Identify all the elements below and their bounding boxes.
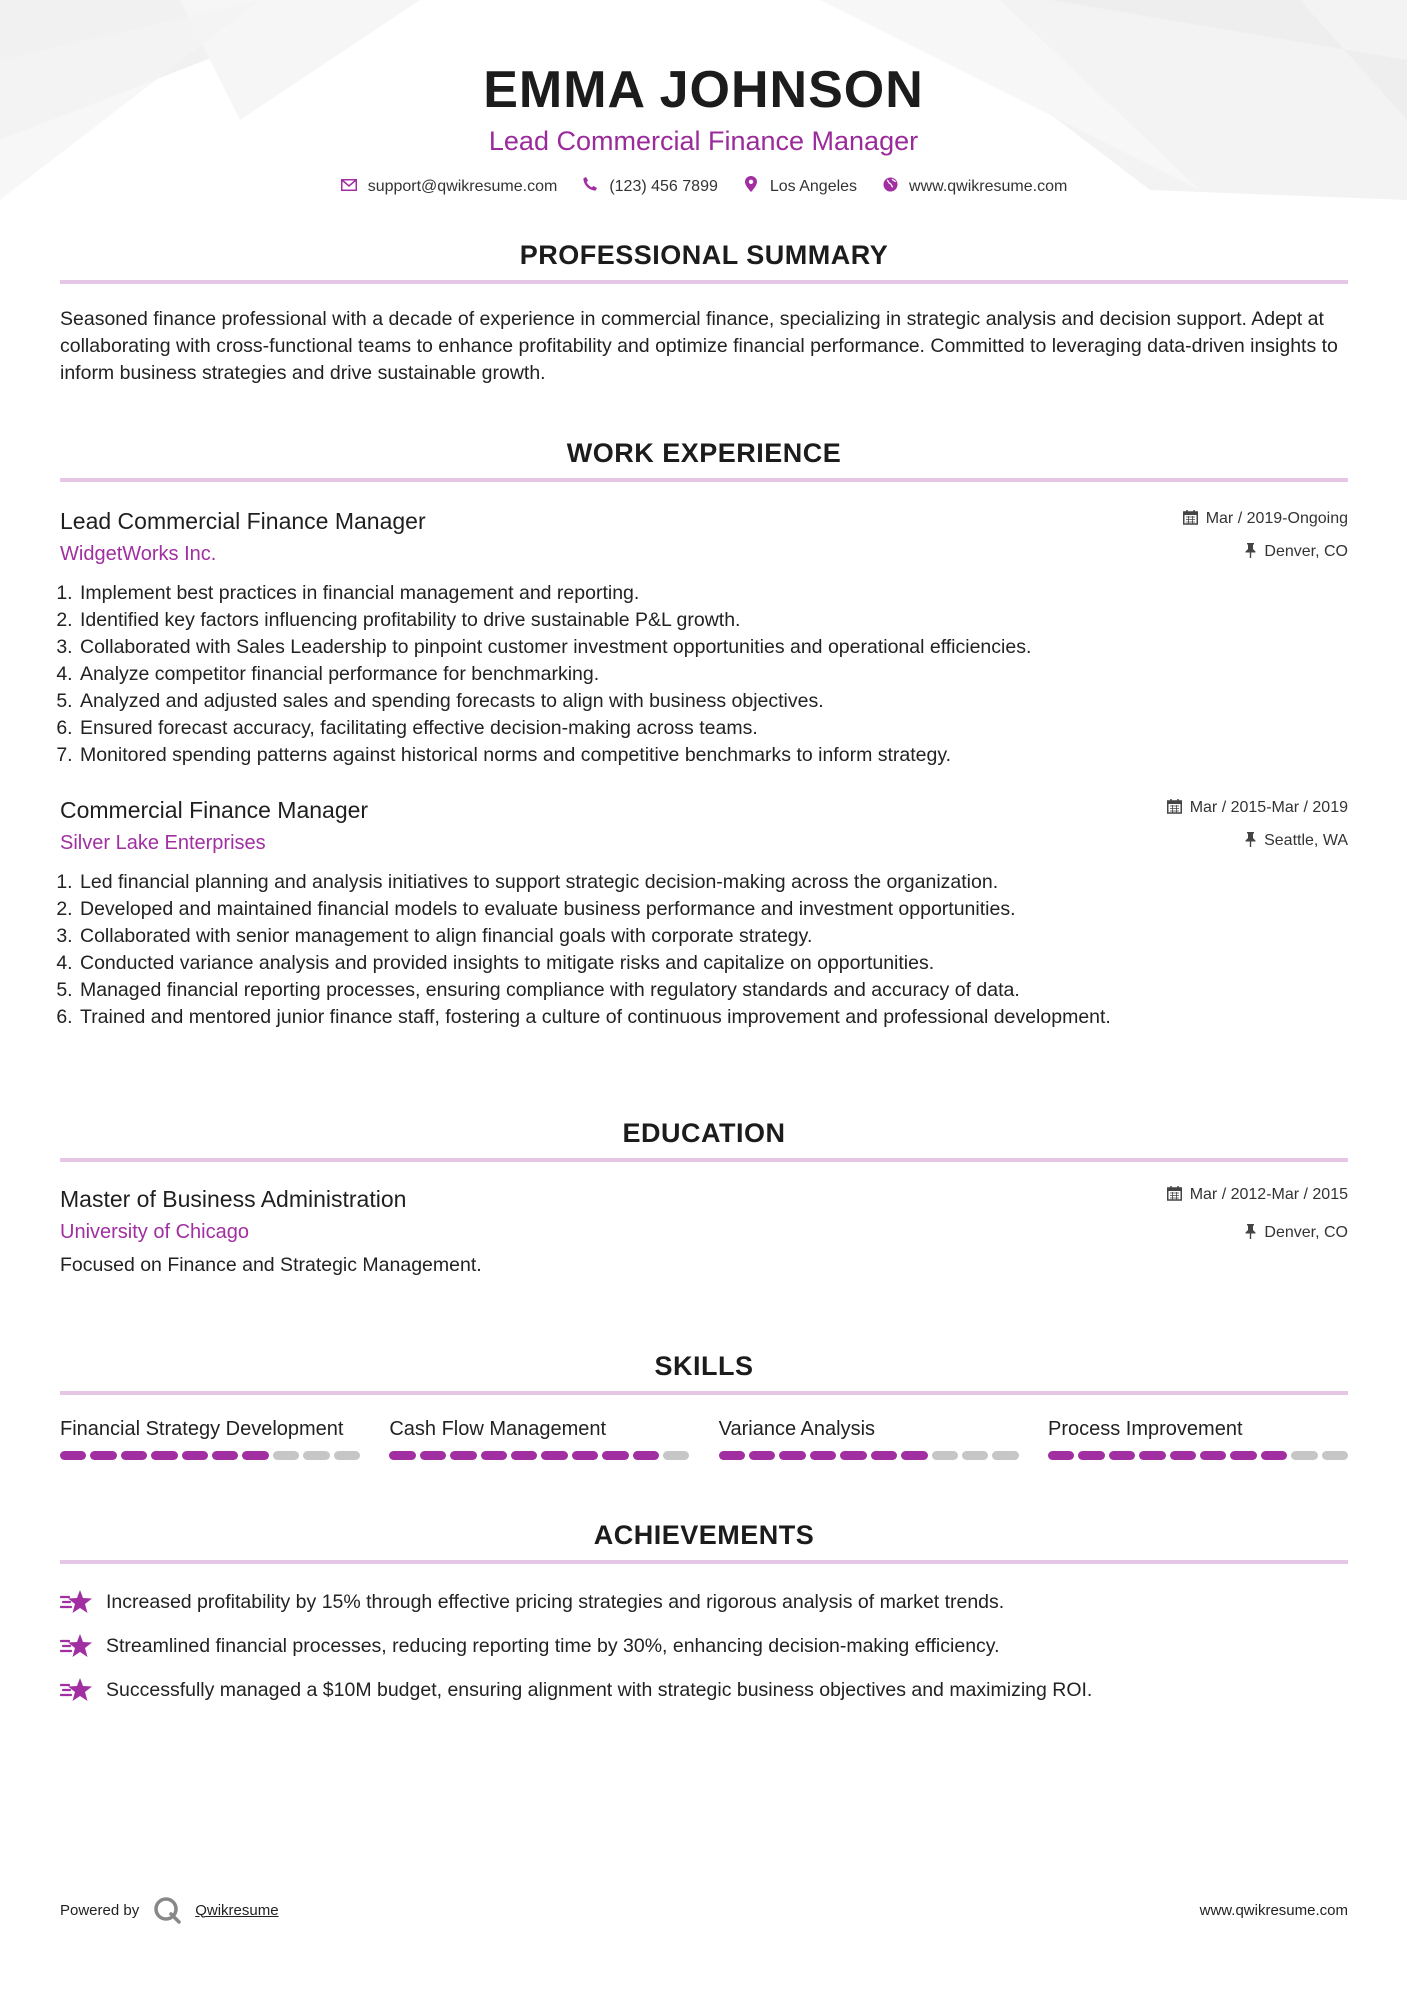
skill-level-segment (1322, 1451, 1348, 1460)
section-divider (60, 1391, 1348, 1395)
experience-section (60, 436, 1348, 1031)
skill-level-segment (481, 1451, 507, 1460)
skill-level-segment (450, 1451, 476, 1460)
skill-level-segment (1230, 1451, 1256, 1460)
contact-phone-text: (123) 456 7899 (609, 177, 718, 195)
list-item: 4. Conducted variance analysis and provided insights to mitigate risks and capitalize on opportunities. (78, 950, 1348, 977)
skill-name: Variance Analysis (718, 1418, 876, 1440)
job-title: Lead Commercial Finance Manager (60, 508, 426, 534)
skill-level-bar (1048, 1451, 1348, 1460)
calendar-icon (1183, 510, 1198, 529)
skill-level-segment (1078, 1451, 1104, 1460)
section-divider (60, 478, 1348, 482)
pushpin-icon (1245, 832, 1256, 851)
achievements-list (60, 1580, 1348, 1712)
skills-heading: SKILLS (654, 1351, 754, 1381)
skill-level-segment (1261, 1451, 1287, 1460)
skill-level-segment (871, 1451, 897, 1460)
achievement-item (60, 1624, 1348, 1668)
job-meta (1167, 797, 1348, 852)
skill-level-segment (60, 1451, 86, 1460)
shooting-star-icon (60, 1676, 94, 1704)
education-heading: EDUCATION (622, 1118, 786, 1148)
skill-level-segment (389, 1451, 415, 1460)
contact-website-text: www.qwikresume.com (909, 177, 1068, 195)
section-divider (60, 1560, 1348, 1564)
pushpin-icon (1245, 1224, 1256, 1243)
job-dates (1167, 797, 1348, 819)
education-location (1167, 1222, 1348, 1244)
section-divider (60, 1158, 1348, 1162)
shooting-star-icon (60, 1632, 94, 1660)
skill-level-segment (182, 1451, 208, 1460)
achievements-heading: ACHIEVEMENTS (593, 1520, 815, 1550)
education-dates-text: Mar / 2012-Mar / 2015 (1189, 1186, 1348, 1203)
skill-level-segment (151, 1451, 177, 1460)
job-dates-text: Mar / 2015-Mar / 2019 (1189, 799, 1348, 816)
list-item: 7. Monitored spending patterns against historical norms and competitive benchmarks to inform strategy. (78, 742, 1348, 769)
skill-item (719, 1415, 1019, 1460)
skill-item (60, 1415, 360, 1460)
job-location-text: Seattle, WA (1264, 832, 1348, 849)
job-entry (60, 795, 1348, 1031)
degree-title: Master of Business Administration (60, 1186, 407, 1212)
skill-level-segment (1139, 1451, 1165, 1460)
brand-link[interactable]: Qwikresume (195, 1901, 279, 1919)
page-footer (60, 1896, 1348, 1924)
section-divider (60, 280, 1348, 284)
achievement-item (60, 1580, 1348, 1624)
skill-level-segment (273, 1451, 299, 1460)
education-location-text: Denver, CO (1264, 1224, 1348, 1241)
summary-heading: PROFESSIONAL SUMMARY (519, 240, 889, 270)
experience-heading: WORK EXPERIENCE (566, 438, 842, 468)
education-meta (1167, 1184, 1348, 1244)
job-entry (60, 506, 1348, 769)
contact-bar (0, 176, 1407, 197)
education-dates (1167, 1184, 1348, 1206)
company-name: WidgetWorks Inc. (60, 543, 217, 565)
phone-icon (581, 177, 599, 196)
list-item: 5. Analyzed and adjusted sales and spending forecasts to align with business objectives. (78, 688, 1348, 715)
calendar-icon (1167, 799, 1182, 818)
candidate-role: Lead Commercial Finance Manager (488, 126, 919, 156)
skill-level-segment (840, 1451, 866, 1460)
skill-level-segment (511, 1451, 537, 1460)
skill-level-bar (389, 1451, 689, 1460)
qwikresume-logo (153, 1896, 181, 1924)
skill-level-segment (633, 1451, 659, 1460)
skill-level-segment (121, 1451, 147, 1460)
footer-website-link[interactable]: www.qwikresume.com (1199, 1901, 1348, 1919)
skill-level-segment (420, 1451, 446, 1460)
powered-by (60, 1896, 279, 1924)
achievement-item (60, 1668, 1348, 1712)
education-section (60, 1116, 1348, 1279)
skill-level-segment (749, 1451, 775, 1460)
list-item: 3. Collaborated with Sales Leadership to pinpoint customer investment opportunities and operational efficiencies. (78, 634, 1348, 661)
skill-level-segment (303, 1451, 329, 1460)
school-name: University of Chicago (60, 1221, 249, 1243)
skill-level-segment (1200, 1451, 1226, 1460)
skill-level-segment (1291, 1451, 1317, 1460)
skill-name: Financial Strategy Development (60, 1418, 344, 1440)
skill-level-segment (90, 1451, 116, 1460)
skill-level-segment (602, 1451, 628, 1460)
globe-icon (881, 177, 899, 197)
list-item: 3. Collaborated with senior management to align financial goals with corporate strategy. (78, 923, 1348, 950)
skill-level-segment (901, 1451, 927, 1460)
summary-text: Seasoned finance professional with a decade of experience in commercial finance, specializing in strategic analysis and decision support. Adept at collaborating with cross-functional teams to enhance profitability and optimize financial performance. Committed to leveraging data-driven insights to inform business strategies and drive sustainable growth. (60, 308, 1338, 384)
company-name: Silver Lake Enterprises (60, 832, 266, 854)
candidate-name: EMMA JOHNSON (483, 61, 924, 119)
skill-level-segment (719, 1451, 745, 1460)
job-dates-text: Mar / 2019-Ongoing (1205, 510, 1348, 527)
map-pin-icon (742, 176, 760, 197)
job-location (1183, 541, 1348, 563)
skill-level-bar (60, 1451, 360, 1460)
achievement-text: Successfully managed a $10M budget, ensuring alignment with strategic business objectives and maximizing ROI. (106, 1678, 1093, 1701)
job-location (1167, 830, 1348, 852)
job-title: Commercial Finance Manager (60, 797, 369, 823)
skill-level-segment (541, 1451, 567, 1460)
skills-list (60, 1415, 1348, 1460)
job-meta (1183, 508, 1348, 563)
list-item: 4. Analyze competitor financial performance for benchmarking. (78, 661, 1348, 688)
contact-email-text: support@qwikresume.com (367, 177, 558, 195)
list-item: 6. Trained and mentored junior finance staff, fostering a culture of continuous improvement and professional development. (78, 1004, 1348, 1031)
list-item: 6. Ensured forecast accuracy, facilitating effective decision-making across teams. (78, 715, 1348, 742)
achievement-text: Streamlined financial processes, reducing reporting time by 30%, enhancing decision-making efficiency. (106, 1634, 1000, 1657)
skill-level-segment (1170, 1451, 1196, 1460)
job-responsibilities (60, 869, 1348, 1031)
skill-level-segment (1109, 1451, 1135, 1460)
skill-level-segment (932, 1451, 958, 1460)
list-item: 2. Developed and maintained financial models to evaluate business performance and investment opportunities. (78, 896, 1348, 923)
skill-level-segment (1048, 1451, 1074, 1460)
job-dates (1183, 508, 1348, 530)
skill-level-segment (779, 1451, 805, 1460)
contact-email[interactable] (340, 178, 558, 196)
skill-item (389, 1415, 689, 1460)
contact-phone[interactable] (581, 177, 718, 196)
contact-location (742, 176, 857, 197)
skill-item (1048, 1415, 1348, 1460)
shooting-star-icon (60, 1588, 94, 1616)
skill-level-segment (212, 1451, 238, 1460)
contact-location-text: Los Angeles (769, 177, 858, 195)
skill-level-segment (663, 1451, 689, 1460)
contact-website[interactable] (881, 177, 1067, 197)
job-responsibilities (60, 580, 1348, 769)
skill-level-segment (242, 1451, 268, 1460)
resume-header (0, 58, 1407, 197)
skill-name: Process Improvement (1047, 1418, 1243, 1440)
achievements-section (60, 1518, 1348, 1712)
skill-level-segment (962, 1451, 988, 1460)
job-location-text: Denver, CO (1264, 543, 1348, 560)
envelope-icon (340, 178, 358, 196)
list-item: 2. Identified key factors influencing profitability to drive sustainable P&L growth. (78, 607, 1348, 634)
education-description: Focused on Finance and Strategic Management. (60, 1254, 482, 1276)
list-item: 5. Managed financial reporting processes, ensuring compliance with regulatory standards and accuracy of data. (78, 977, 1348, 1004)
skill-level-segment (992, 1451, 1018, 1460)
achievement-text: Increased profitability by 15% through effective pricing strategies and rigorous analysis of market trends. (106, 1590, 1005, 1613)
list-item: 1. Implement best practices in financial management and reporting. (78, 580, 1348, 607)
skill-level-segment (572, 1451, 598, 1460)
pushpin-icon (1245, 543, 1256, 562)
list-item: 1. Led financial planning and analysis initiatives to support strategic decision-making across the organization. (78, 869, 1348, 896)
skill-level-bar (719, 1451, 1019, 1460)
skill-level-segment (334, 1451, 360, 1460)
skill-name: Cash Flow Management (389, 1418, 607, 1440)
calendar-icon (1167, 1186, 1182, 1205)
summary-section (60, 238, 1348, 387)
powered-by-label: Powered by (60, 1901, 140, 1919)
skills-section (60, 1349, 1348, 1460)
skill-level-segment (810, 1451, 836, 1460)
education-entry (60, 1184, 1348, 1279)
